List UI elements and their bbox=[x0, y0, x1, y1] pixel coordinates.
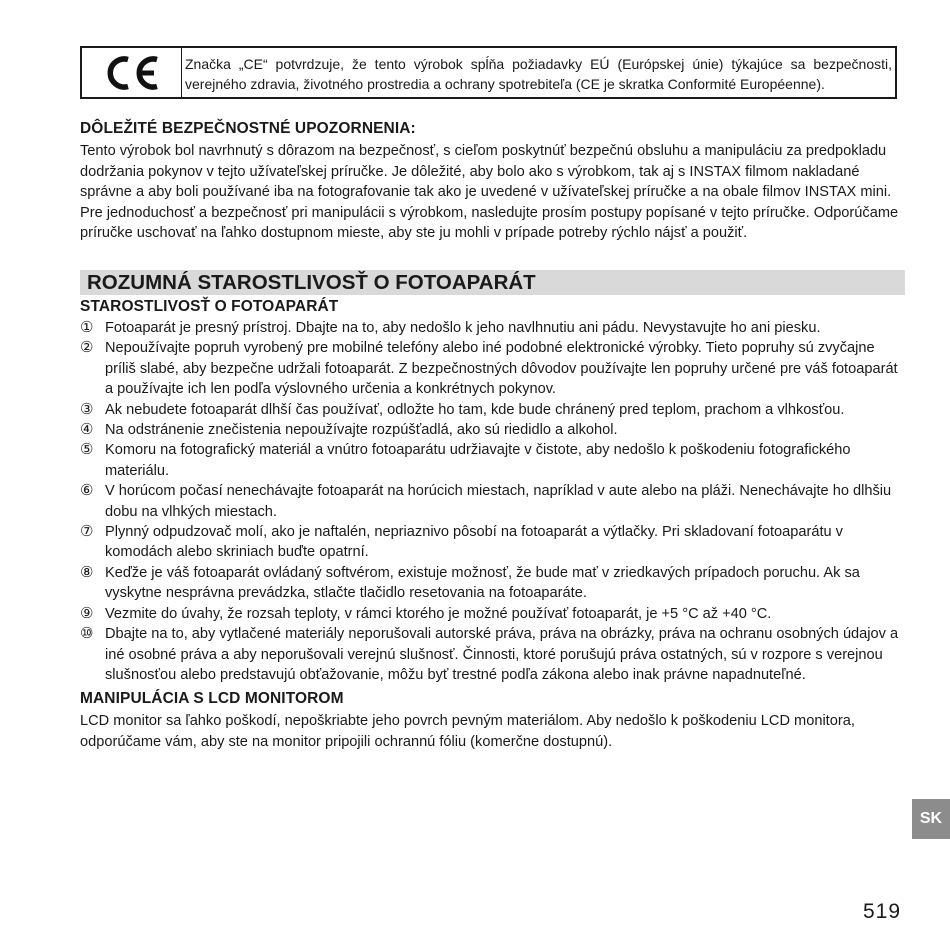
item-text: Ak nebudete fotoaparát dlhší čas používať, odložte ho tam, kde bude chránený pred teplom, prachom a vlhkosťou. bbox=[105, 401, 845, 418]
item-number: ③ bbox=[80, 400, 94, 418]
list-item bbox=[80, 420, 904, 440]
ce-mark-icon bbox=[101, 53, 163, 93]
item-number: ① bbox=[80, 319, 94, 336]
lcd-paragraph bbox=[80, 711, 902, 752]
lcd-heading: MANIPULÁCIA S LCD MONITOROM bbox=[80, 690, 344, 707]
item-number: ⑦ bbox=[80, 523, 94, 541]
item-number: ⑧ bbox=[80, 563, 94, 581]
item-number: ⑤ bbox=[80, 441, 94, 459]
list-item bbox=[80, 481, 904, 522]
ce-mark-logo bbox=[82, 48, 182, 97]
list-item bbox=[80, 400, 904, 420]
list-item bbox=[80, 563, 904, 604]
item-text: Komoru na fotografický materiál a vnútro fotoaparátu udržiavajte v čistote, aby nedošlo k poškodeniu fotografického materiálu. bbox=[105, 442, 851, 479]
list-item bbox=[80, 604, 904, 624]
item-text: Vezmite do úvahy, že rozsah teploty, v rámci ktorého je možné používať fotoaparát, je +5 °C až +40 °C. bbox=[105, 605, 772, 622]
list-item bbox=[80, 624, 904, 685]
section-title: ROZUMNÁ STAROSTLIVOSŤ O FOTOAPARÁT bbox=[87, 271, 536, 294]
ce-notice-text: Značka „CE“ potvrdzuje, že tento výrobok spĺňa požiadavky EÚ (Európskej únie) týkajúce sa bezpečnosti, verejného zdravia, životného prostredia a ochrany spotrebiteľa (CE je skratka Conformité Européenne). bbox=[185, 56, 892, 92]
list-item bbox=[80, 440, 904, 481]
page-number: 519 bbox=[863, 900, 902, 923]
list-item bbox=[80, 522, 904, 563]
item-text: Na odstránenie znečistenia nepoužívajte rozpúšťadlá, ako sú riedidlo a alkohol. bbox=[105, 422, 618, 439]
section-title-bar bbox=[80, 270, 905, 295]
list-item bbox=[80, 318, 904, 338]
item-text: Plynný odpudzovač molí, ako je naftalén, nepriaznivo pôsobí na fotoaparát a výtlačky. Pri skladovaní fotoaparátu v komodách alebo skriniach buďte opatrní. bbox=[105, 524, 843, 561]
item-number: ⑥ bbox=[80, 482, 94, 500]
item-number: ④ bbox=[80, 421, 94, 439]
safety-heading: DÔLEŽITÉ BEZPEČNOSTNÉ UPOZORNENIA: bbox=[80, 120, 416, 137]
language-tab: SK bbox=[912, 799, 950, 839]
item-text: V horúcom počasí nenechávajte fotoaparát na horúcich miestach, napríklad v aute alebo na pláži. Nenechávajte ho dlhšiu dobu na vlhkých miestach. bbox=[105, 483, 892, 520]
list-item bbox=[80, 338, 904, 399]
camera-care-list bbox=[80, 318, 904, 685]
ce-notice-box bbox=[80, 46, 897, 99]
item-number: ⑩ bbox=[80, 625, 94, 643]
safety-paragraph bbox=[80, 141, 902, 244]
safety-text: Tento výrobok bol navrhnutý s dôrazom na bezpečnosť, s cieľom poskytnúť bezpečnú obsluhu a manipuláciu za predpokladu dodržania pokynov v tejto užívateľskej príručke. Je dôležité, aby bolo ako s výrobkom, tak aj s INSTAX filmom nakladané správne a aby boli používané iba na fotografovanie tak ako je uvedené v užívateľskej príručke a na obale filmov INSTAX mini. Pre jednoduchosť a bezpečnosť pri manipulácii s výrobkom, nasledujte prosím postupy popísané v tejto príručke. Odporúčame príručke uschovať na ľahko dostupnom mieste, aby ste ju mohli v prípade potreby rýchlo nájsť a použiť. bbox=[80, 143, 899, 242]
lcd-text: LCD monitor sa ľahko poškodí, nepoškriabte jeho povrch pevným materiálom. Aby nedošlo k poškodeniu LCD monitora, odporúčame vám, aby ste na monitor pripojili ochrannú fóliu (komerčne dostupnú). bbox=[80, 713, 855, 750]
item-number: ⑨ bbox=[80, 604, 94, 622]
item-text: Nepoužívajte popruh vyrobený pre mobilné telefóny alebo iné podobné elektronické výrobky. Tieto popruhy sú zvyčajne príliš slabé, aby bezpečne udržali fotoaparát. Z bezpečnostných dôvodov používajte len popruhy určené pre váš fotoaparát a používajte ich len podľa výslovného určenia a konkrétnych pokynov. bbox=[105, 340, 898, 398]
camera-care-heading: STAROSTLIVOSŤ O FOTOAPARÁT bbox=[80, 298, 339, 315]
item-text: Keďže je váš fotoaparát ovládaný softvérom, existuje možnosť, že bude mať v zriedkavých prípadoch poruchu. Ak sa vyskytne nesprávna prevádzka, stlačte tlačidlo resetovania na fotoaparáte. bbox=[105, 564, 860, 602]
item-text: Fotoaparát je presný prístroj. Dbajte na to, aby nedošlo k jeho navlhnutiu ani pádu. Nevystavujte ho ani piesku. bbox=[105, 320, 821, 336]
item-number: ② bbox=[80, 339, 94, 357]
item-text: Dbajte na to, aby vytlačené materiály neporušovali autorské práva, práva na obrázky, práva na ochranu osobných údajov a iné osobné práva a aby neporušovali verejnú slušnosť. Činnosti, ktoré porušujú práva ostatných, sú v rozpore s verejnou slušnosťou alebo predstavujú obťažovanie, môžu byť trestné podľa zákona alebo inak právne napadnuteľné. bbox=[105, 626, 899, 683]
